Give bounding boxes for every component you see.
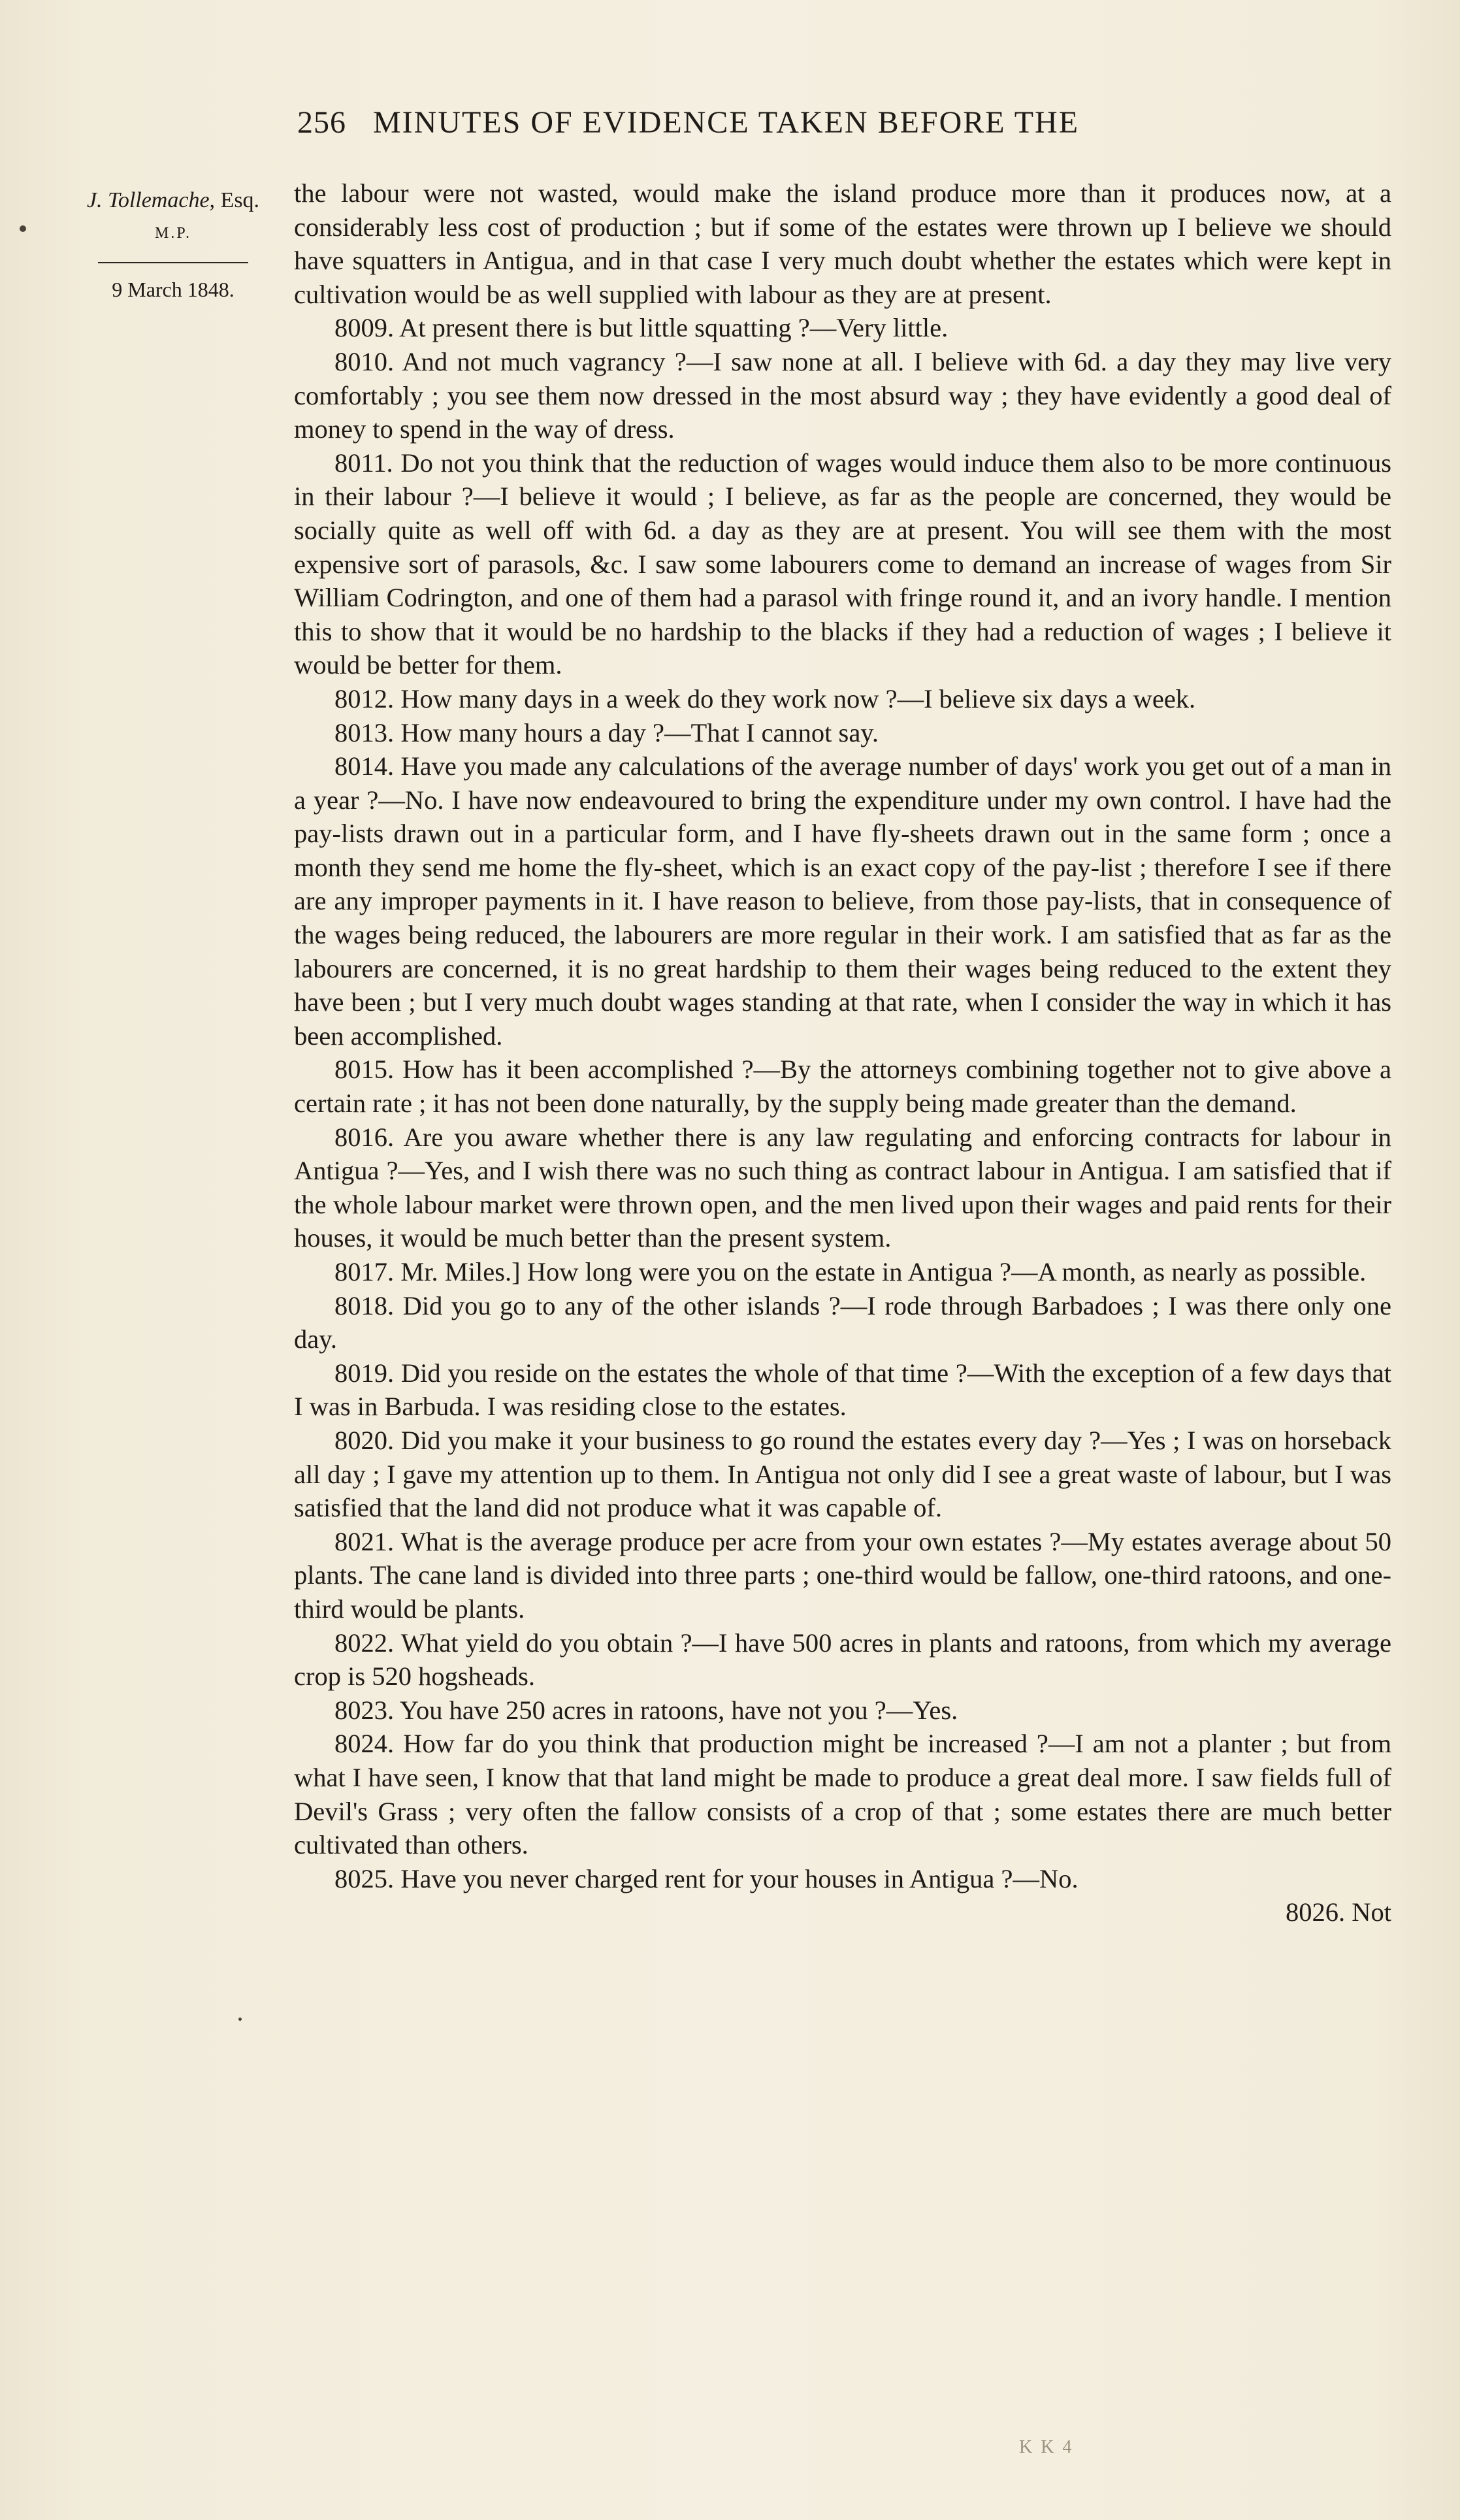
paragraph: 8025. Have you never charged rent for your houses in Antigua ?—No. bbox=[334, 1863, 1079, 1893]
paragraph: 8015. How has it been accomplished ?—By the attorneys combining together not to give above a certain rate ; it has not been done naturally, by the supply being made greater than the demand. bbox=[294, 1055, 1391, 1119]
witness-title: M.P. bbox=[154, 225, 192, 242]
witness-suffix: Esq. bbox=[220, 188, 260, 212]
paragraph: 8019. Did you reside on the estates the whole of that time ?—With the exception of a few days that I was in Barbuda. I was residing close to the estates. bbox=[294, 1358, 1391, 1422]
witness-name: J. Tollemache, bbox=[86, 188, 216, 212]
paragraph: 8009. At present there is but little squatting ?—Very little. bbox=[334, 313, 949, 343]
paragraph: 8018. Did you go to any of the other islands ?—I rode through Barbadoes ; I was there only one day. bbox=[294, 1290, 1391, 1354]
paragraph: 8024. How far do you think that production might be increased ?—I am not a planter ; but from what I have seen, I know that that land might be made to produce a great deal more. I saw fields full of Devil's Grass ; very often the fallow consists of a crop of that ; some estates there are much better cultivated than others. bbox=[294, 1729, 1391, 1860]
ink-spot bbox=[238, 2018, 242, 2021]
running-header bbox=[297, 105, 1395, 140]
paragraph: 8014. Have you made any calculations of the average number of days' work you get out of a man in a year ?—No. I have now endeavoured to bring the expenditure under my own control. I have had the pay-lists drawn out in a particular form, and I have fly-sheets drawn out in the same form ; once a month they send me home the fly-sheet, which is an exact copy of the pay-list ; therefore I see if there are any improper payments in it. I have reason to believe, from those pay-lists, that in consequence of the wages being reduced, the labourers are more regular in their work. I am satisfied that as far as the labourers are concerned, it is no great hardship to them their wages being reduced to the extent they have been ; but I very much doubt wages standing at that rate, when I consider the way in which it has been accomplished. bbox=[294, 751, 1391, 1051]
paragraph: 8017. Mr. Miles.] How long were you on the estate in Antigua ?—A month, as nearly as possible. bbox=[334, 1257, 1367, 1286]
paragraph: the labour were not wasted, would make the island produce more than it produces now, at a considerably less cost of production ; but if some of the estates were thrown up I believe we should have squatters in Antigua, and in that case I very much doubt whether the estates which were kept in cultivation would be as well supplied with labour as they are at present. bbox=[294, 178, 1391, 309]
margin-note bbox=[62, 186, 284, 304]
witness-name-line bbox=[62, 186, 284, 215]
signature-mark: K K 4 bbox=[1019, 2437, 1074, 2457]
catchword: 8026. Not bbox=[1286, 1897, 1391, 1927]
paragraph: 8020. Did you make it your business to go round the estates every day ?—Yes ; I was on horseback all day ; I gave my attention up to them. In Antigua not only did I see a great waste of labour, but I was satisfied that the land did not produce what it was capable of. bbox=[294, 1425, 1391, 1523]
header-title: MINUTES OF EVIDENCE TAKEN BEFORE THE bbox=[373, 105, 1080, 140]
paragraph: 8022. What yield do you obtain ?—I have 500 acres in plants and ratoons, from which my average crop is 520 hogsheads. bbox=[294, 1628, 1391, 1692]
paragraph: 8023. You have 250 acres in ratoons, have not you ?—Yes. bbox=[334, 1695, 958, 1725]
evidence-body bbox=[294, 176, 1391, 1929]
paragraph: 8010. And not much vagrancy ?—I saw none at all. I believe with 6d. a day they may live very comfortably ; you see them now dressed in the most absurd way ; they have evidently a good deal of money to spend in the way of dress. bbox=[294, 346, 1391, 444]
paragraph: 8011. Do not you think that the reduction of wages would induce them also to be more continuous in their labour ?—I believe it would ; I believe, as far as the people are concerned, they would be socially quite as well off with 6d. a day as they are at present. You will see them with the most expensive sort of parasols, &c. I saw some labourers come to demand an increase of wages from Sir William Codrington, and one of them had a parasol with fringe round it, and an ivory handle. I mention this to show that it would be no hardship to the blacks if they had a reduction of wages ; I believe it would be better for them. bbox=[294, 448, 1391, 680]
ink-spot bbox=[20, 225, 26, 232]
paragraph: 8021. What is the average produce per acre from your own estates ?—My estates average about 50 plants. The cane land is divided into three parts ; one-third would be fallow, one-third ratoons, and one-third would be plants. bbox=[294, 1526, 1391, 1624]
evidence-date: 9 March 1848. bbox=[112, 278, 235, 301]
page-number: 256 bbox=[297, 105, 346, 140]
paragraph: 8016. Are you aware whether there is any law regulating and enforcing contracts for labour in Antigua ?—Yes, and I wish there was no such thing as contract labour in Antigua. I am satisfied that if the whole labour market were thrown open, and the men lived upon their wages and paid rents for their houses, it would be much better than the present system. bbox=[294, 1122, 1391, 1253]
paragraph: 8013. How many hours a day ?—That I cannot say. bbox=[334, 717, 879, 747]
paragraph: 8012. How many days in a week do they work now ?—I believe six days a week. bbox=[334, 683, 1196, 713]
margin-rule bbox=[98, 262, 248, 263]
